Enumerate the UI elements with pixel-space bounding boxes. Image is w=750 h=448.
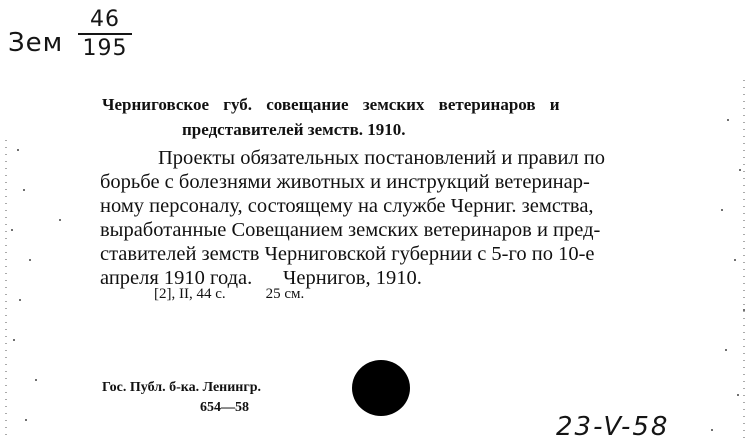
card-heading <box>102 92 702 142</box>
description-line: апреля 1910 года. Чернигов, 1910. <box>100 267 422 289</box>
shelfmark-prefix: Зем <box>8 28 64 58</box>
shelfmark-fraction <box>78 8 132 61</box>
heading-line-1: Черниговское губ. совещание земских ветеринаров и <box>102 95 560 114</box>
description-line: выработанные Совещанием земских ветеринаров и пред- <box>100 219 601 241</box>
fraction-bar <box>78 33 132 35</box>
description-line: ставителей земств Черниговской губернии с 5-го по 10-е <box>100 243 595 265</box>
shelfmark-numerator: 46 <box>90 7 120 32</box>
stamp-number: 654—58 <box>200 400 249 415</box>
collation <box>154 286 304 303</box>
inventory-mark: 23-V-58 <box>556 412 670 442</box>
card-description <box>100 146 705 290</box>
heading-line-2: представителей земств. 1910. <box>182 120 406 139</box>
collation-pages: [2], II, 44 с. <box>154 286 226 302</box>
library-stamp <box>102 378 261 418</box>
collation-size: 25 см. <box>265 286 305 302</box>
shelfmark-denominator: 195 <box>82 36 128 61</box>
stamp-library: Гос. Публ. б-ка. Ленингр. <box>102 380 262 395</box>
description-line: борьбе с болезнями животных и инструкций ветеринар- <box>100 171 590 193</box>
description-line: ному персоналу, состоящему на службе Черниг. земства, <box>100 195 594 217</box>
card-punch-hole <box>352 360 410 416</box>
description-line: Проекты обязательных постановлений и правил по <box>158 147 605 169</box>
